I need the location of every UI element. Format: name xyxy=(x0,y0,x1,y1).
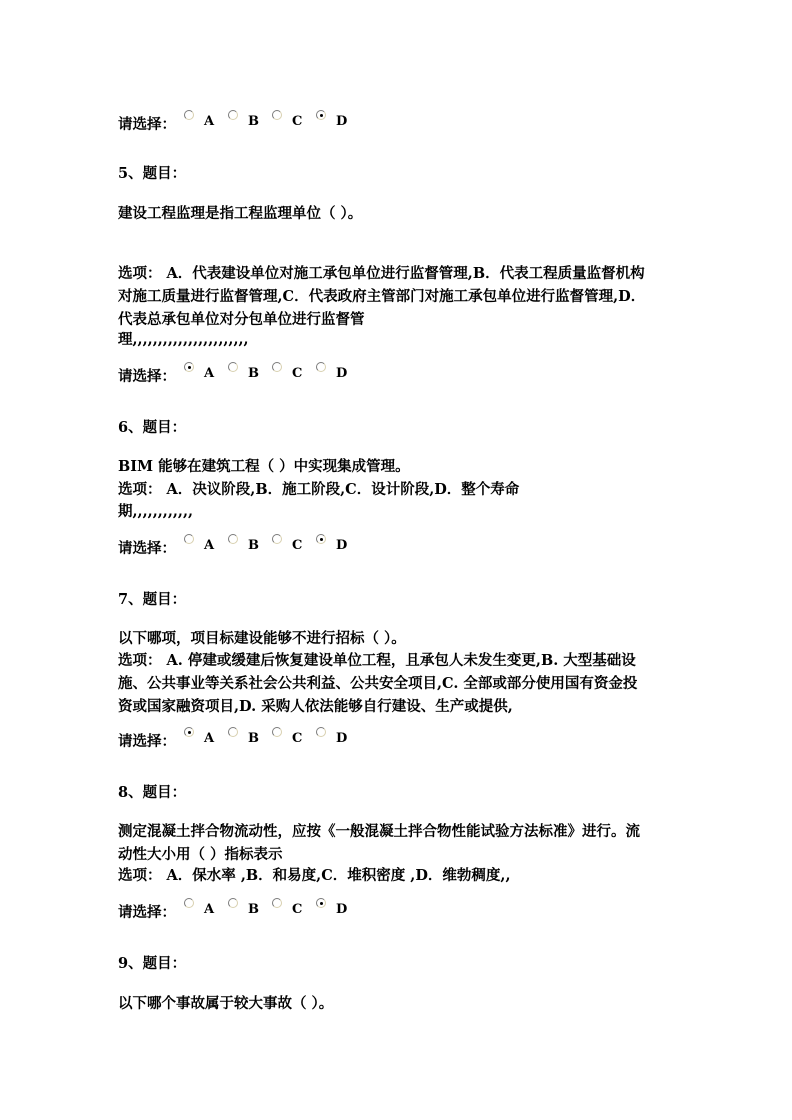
option-d[interactable]: D xyxy=(316,534,360,553)
radio-icon[interactable] xyxy=(316,727,326,737)
radio-icon[interactable] xyxy=(184,110,194,120)
radio-icon[interactable] xyxy=(272,534,282,544)
option-a[interactable]: A xyxy=(184,898,228,917)
radio-icon[interactable] xyxy=(228,727,238,737)
radio-checked-icon[interactable] xyxy=(316,898,326,908)
option-b[interactable]: B xyxy=(228,534,272,553)
option-a[interactable]: A xyxy=(184,727,228,746)
radio-icon[interactable] xyxy=(316,362,326,372)
answer-row-q8 xyxy=(118,898,360,920)
option-c[interactable]: C xyxy=(272,110,316,129)
question-header: 5、题目： xyxy=(118,165,187,182)
option-c[interactable]: C xyxy=(272,727,316,746)
question-header: 8、题目： xyxy=(118,784,187,801)
question-options: 选项： A. 停建或缓建后恢复建设单位工程，且承包人未发生变更,B. 大型基础设施、公共事业等关系社会公共利益、公共安全项目,C. 全部或部分使用国有资金投资或国家融资项目,D. 采购人依法能够自行建设、生产或提供, xyxy=(118,652,638,715)
radio-icon[interactable] xyxy=(184,534,194,544)
choice-prompt: 请选择： xyxy=(118,540,176,557)
answer-row-q4 xyxy=(118,110,360,132)
question-options: 选项： A．保水率 ,B．和易度,C．堆积密度 ,D．维勃稠度,, xyxy=(118,867,511,884)
option-a[interactable]: A xyxy=(184,110,228,129)
question-stem: 建设工程监理是指工程监理单位（ ）。 xyxy=(118,205,363,222)
choice-prompt: 请选择： xyxy=(118,733,176,750)
choice-prompt: 请选择： xyxy=(118,368,176,385)
radio-icon[interactable] xyxy=(272,362,282,372)
option-d[interactable]: D xyxy=(316,898,360,917)
option-c[interactable]: C xyxy=(272,534,316,553)
option-a[interactable]: A xyxy=(184,362,228,381)
radio-icon[interactable] xyxy=(184,898,194,908)
question-stem: 以下哪项，项目标建设能够不进行招标（ ）。 xyxy=(118,630,406,647)
radio-icon[interactable] xyxy=(228,362,238,372)
option-b[interactable]: B xyxy=(228,110,272,129)
answer-row-q7 xyxy=(118,727,360,749)
option-b[interactable]: B xyxy=(228,898,272,917)
option-c[interactable]: C xyxy=(272,362,316,381)
question-options-tail: 理,,,,,,,,,,,,,,,,,,,,,,, xyxy=(118,331,249,348)
option-b[interactable]: B xyxy=(228,362,272,381)
question-header: 7、题目： xyxy=(118,591,187,608)
question-options: 选项： A．决议阶段,B．施工阶段,C．设计阶段,D．整个寿命 xyxy=(118,481,520,498)
choice-prompt: 请选择： xyxy=(118,904,176,921)
option-c[interactable]: C xyxy=(272,898,316,917)
radio-checked-icon[interactable] xyxy=(184,727,194,737)
question-options: 选项： A．代表建设单位对施工承包单位进行监督管理,B．代表工程质量监督机构对施工质量进行监督管理,C．代表政府主管部门对施工承包单位进行监督管理,D．代表总承包单位对分包单位进行监督管 xyxy=(118,265,646,328)
radio-icon[interactable] xyxy=(228,534,238,544)
radio-icon[interactable] xyxy=(228,898,238,908)
option-d[interactable]: D xyxy=(316,362,360,381)
radio-icon[interactable] xyxy=(272,110,282,120)
radio-icon[interactable] xyxy=(272,727,282,737)
question-header: 9、题目： xyxy=(118,955,187,972)
question-stem: 以下哪个事故属于较大事故（ ）。 xyxy=(118,995,334,1012)
question-stem: BIM 能够在建筑工程（ ）中实现集成管理。 xyxy=(118,458,410,475)
radio-icon[interactable] xyxy=(228,110,238,120)
answer-row-q6 xyxy=(118,534,360,556)
choice-prompt: 请选择： xyxy=(118,116,176,133)
question-stem: 测定混凝土拌合物流动性，应按《一般混凝土拌合物性能试验方法标准》进行。流动性大小用（ ）指标表示 xyxy=(118,823,640,863)
question-header: 6、题目： xyxy=(118,419,187,436)
radio-checked-icon[interactable] xyxy=(184,362,194,372)
option-a[interactable]: A xyxy=(184,534,228,553)
option-b[interactable]: B xyxy=(228,727,272,746)
radio-checked-icon[interactable] xyxy=(316,110,326,120)
option-d[interactable]: D xyxy=(316,110,360,129)
option-d[interactable]: D xyxy=(316,727,360,746)
answer-row-q5 xyxy=(118,362,360,384)
radio-icon[interactable] xyxy=(272,898,282,908)
question-options-tail: 期,,,,,,,,,,,, xyxy=(118,503,194,520)
radio-checked-icon[interactable] xyxy=(316,534,326,544)
